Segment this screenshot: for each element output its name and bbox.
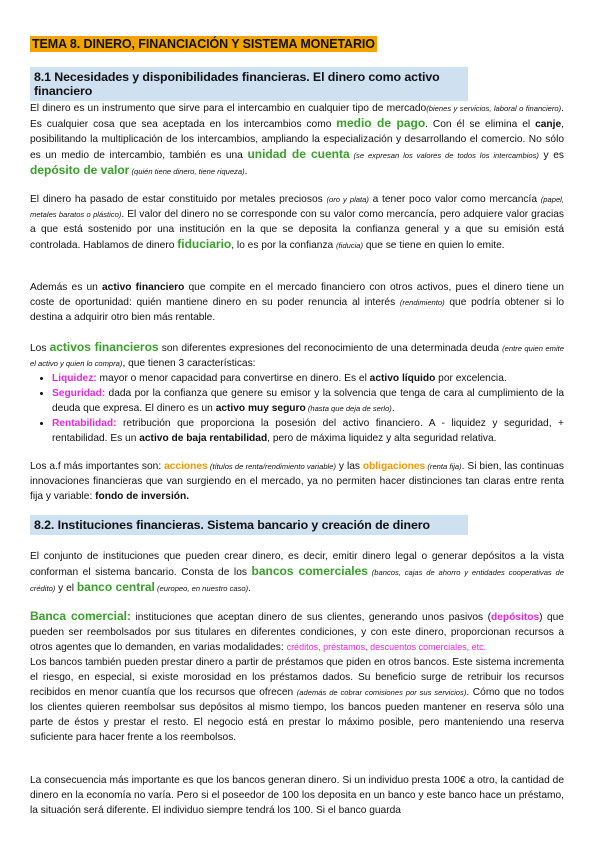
term-banco-central: banco central bbox=[76, 580, 155, 594]
term-unidad-de-cuenta: unidad de cuenta bbox=[247, 147, 350, 161]
list-item-rentabilidad: • Rentabilidad: retribución que proporciona la posesión del activo financiero. A - liquidez y seguridad, + rentabilidad. Es un activo de baja rentabilidad, pero de máxima liquidez y alta seguridad relativa. bbox=[52, 416, 564, 446]
section-heading-8-2: 8.2. Instituciones financieras. Sistema bancario y creación de dinero bbox=[30, 515, 468, 535]
term-fondo-de-inversion: fondo de inversión. bbox=[95, 491, 190, 502]
list-item-seguridad: • Seguridad: dada por la confianza que genere su emisor y la solvencia que tenga de cara al cumplimiento de la deuda que expresa. El dinero es un activo muy seguro (hasta que deja de serlo). bbox=[52, 386, 564, 416]
list-item-liquidez: • Liquidez: mayor o menor capacidad para convertirse en dinero. Es el activo líquido por excelencia. bbox=[52, 371, 564, 386]
term-banca-comercial: Banca comercial: bbox=[30, 609, 132, 623]
term-obligaciones: obligaciones bbox=[362, 461, 426, 472]
paragraph-activo-financiero: Además es un activo financiero que compite en el mercado financiero con otros activos, pues el dinero tiene un coste de oportunidad: quién mantiene dinero en su poder renuncia al interés (rendimiento) que podría obtener si lo destina a adquirir otro bien más rentable. bbox=[30, 282, 564, 323]
term-acciones: acciones bbox=[164, 461, 208, 472]
section-heading-8-1: 8.1 Necesidades y disponibilidades financieras. El dinero como activo financiero bbox=[30, 67, 468, 101]
term-deposito-de-valor: depósito de valor bbox=[30, 163, 130, 177]
paragraph-banca-comercial: Banca comercial: instituciones que aceptan dinero de sus clientes, generando unos pasivos (depósitos) que pueden ser reembolsados por sus titulares en diferentes condiciones, y con este dinero, proporcionan recursos a otros agentes que lo demanden, en varias modalidades: créditos, préstamos, descuentos comerciales, etc. Los bancos también pueden prestar dinero a partir de préstamos que piden en otros bancos. Este sistema incrementa el riesgo, en especial, si existe morosidad en los préstamos dados. Su beneficio surge de retribuir los recursos recibidos en menor cuantía que los recursos que ofrecen (además de cobrar comisiones por sus servicios). Cómo que no todos los clientes quieren reembolsar sus depósitos al mismo tiempo, los bancos pueden mantener en reserva sólo una parte de éstos y prestar el resto. El negocio está en prestar lo máximo posible, pero manteniendo una reserva suficiente para hacer frente a los reembolsos. bbox=[30, 609, 564, 743]
characteristics-list bbox=[30, 371, 564, 446]
paragraph-activos-financieros: Los activos financieros son diferentes expresiones del reconocimiento de una determinada deuda (entre quien emite el activo y quien lo compra), que tienen 3 características: • Liquidez: mayor o menor capacidad para convertirse en dinero. Es el activo líquido por excelencia. • Seguridad: dada por la confianza que genere su emisor y la solvencia que tenga de cara al cumplimiento de la deuda que expresa. El dinero es un activo muy seguro (hasta que deja de serlo). • Rentabilidad: retribución que proporciona la posesión del activo financiero. A - liquidez y seguridad, + rentabilidad. Es un activo de baja rentabilidad, pero de máxima liquidez y alta seguridad relativa. bbox=[30, 340, 564, 446]
page-title: TEMA 8. DINERO, FINANCIACIÓN Y SISTEMA MONETARIO bbox=[32, 37, 375, 51]
term-activo-financiero: activo financiero bbox=[102, 282, 185, 293]
paragraph-creacion-dinero: La consecuencia más importante es que los bancos generan dinero. Si un individuo presta 100€ a otro, la cantidad de dinero en la economía no varía. Pero si el poseedor de 100 los deposita en un banco y este banco hace un préstamo, la situación será diferente. El individuo siempre tendrá los 100. Si el banco guarda bbox=[30, 775, 564, 816]
term-depositos: depósitos bbox=[491, 612, 540, 623]
paragraph-sistema-bancario: El conjunto de instituciones que pueden crear dinero, es decir, emitir dinero legal o generar depósitos a la vista conforman el sistema bancario. Consta de los bancos comerciales (bancos, cajas de ahorro y entidades cooperativas de crédito) y el banco central (europeo, en nuestro caso). bbox=[30, 551, 564, 594]
term-fiduciario: fiduciario bbox=[177, 237, 232, 251]
paragraph-acciones-obligaciones: Los a.f más importantes son: acciones (títulos de renta/rendimiento variable) y las obligaciones (renta fija). Si bien, las continuas innovaciones financieras que van surgiendo en el mercado, ya no permiten hacer distinciones tan claras entre renta fija y variable: fondo de inversión. bbox=[30, 461, 564, 502]
paragraph-dinero-definicion: El dinero es un instrumento que sirve para el intercambio en cualquier tipo de mercado(bienes y servicios, laboral o financiero). Es cualquier cosa que sea aceptada en los intercambios como medio de pago. Con él se elimina el canje, posibilitando la multiplicación de los intercambios, ampliando la especialización y desarrollando el comercio. No sólo es un medio de intercambio, también es una unidad de cuenta (se expresan los valores de todos los intercambios) y es depósito de valor (quién tiene dinero, tiene riqueza). bbox=[30, 103, 565, 177]
term-medio-de-pago: medio de pago bbox=[336, 116, 426, 130]
term-canje: canje bbox=[535, 119, 562, 130]
term-activos-financieros: activos financieros bbox=[49, 340, 159, 354]
paragraph-dinero-fiduciario: El dinero ha pasado de estar constituido por metales preciosos (oro y plata) a tener poco valor como mercancía (papel, metales baratos o plástico). El valor del dinero no se corresponde con su valor como mercancía, pero adquiere valor gracias a que está sostenido por una institución en la que se deposita la confianza general y a que su emisión está controlada. Hablamos de dinero fiduciario, lo es por la confianza (fiducia) que se tiene en quien lo emite. bbox=[30, 194, 564, 251]
term-bancos-comerciales: bancos comerciales bbox=[251, 564, 368, 578]
